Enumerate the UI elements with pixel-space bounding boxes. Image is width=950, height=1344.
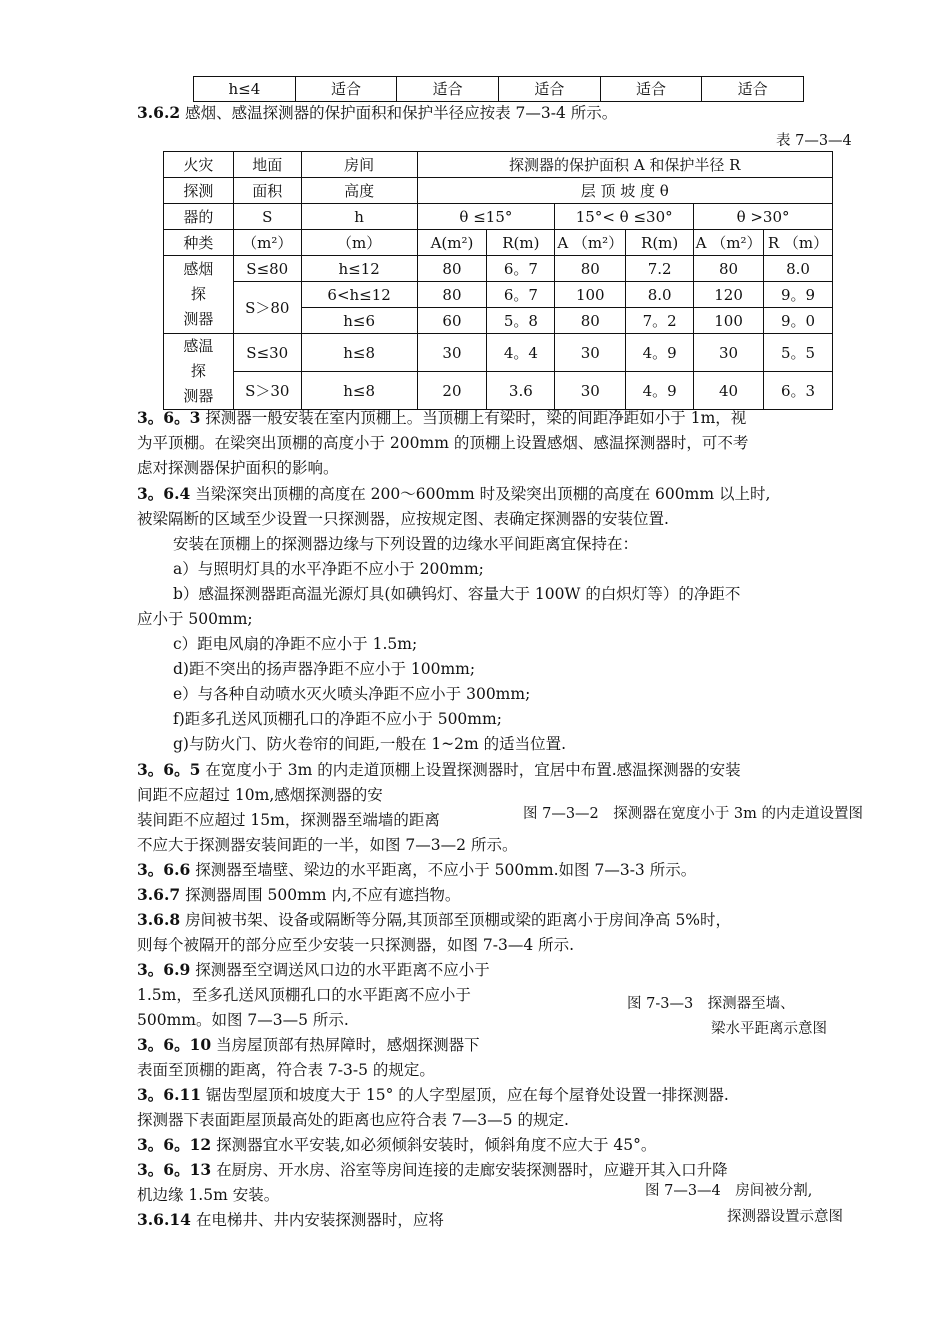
height-cell: h≤6	[301, 308, 417, 334]
section-number: 3。6。5	[137, 760, 201, 779]
table-cell: 适合	[295, 77, 397, 102]
value-cell: 6。3	[764, 372, 833, 410]
value-cell: 30	[417, 334, 487, 372]
value-cell: 5。5	[764, 334, 833, 372]
section-number: 3.6.2	[137, 103, 181, 122]
section-number: 3。6.9	[137, 960, 191, 979]
value-cell: 7。2	[626, 308, 694, 334]
paragraph-3-6-8	[137, 908, 731, 932]
value-cell: 8.0	[626, 282, 694, 308]
value-cell: 80	[694, 256, 764, 282]
type-line: 测器	[183, 387, 214, 405]
figure-caption-7-3-4: 图 7—3—4 房间被分割,	[645, 1183, 813, 1199]
area-cell: S≤30	[233, 334, 301, 372]
paragraph-3-6-14	[137, 1208, 444, 1232]
table-label: 表 7—3—4	[776, 133, 852, 149]
type-line: 感烟	[183, 260, 214, 278]
value-cell: 30	[555, 372, 626, 410]
paragraph-text: 在电梯井、井内安装探测器时，应将	[195, 1211, 444, 1229]
list-item: b）感温探测器距高温光源灯具(如碘钨灯、容量大于 100W 的白炽灯等）的净距不	[173, 585, 741, 603]
paragraph-line: 间距不应超过 10m,感烟探测器的安	[137, 786, 383, 804]
value-cell: 30	[694, 334, 764, 372]
value-cell: 4。4	[487, 334, 555, 372]
value-cell: 80	[417, 282, 487, 308]
paragraph-line: 1.5m，至多孔送风顶棚孔口的水平距离不应小于	[137, 986, 471, 1004]
value-cell: 6。7	[487, 282, 555, 308]
section-number: 3.6.14	[137, 1210, 191, 1229]
value-cell: 9。9	[764, 282, 833, 308]
header-area: 地面	[233, 152, 301, 178]
table-row	[164, 334, 833, 372]
header-area: S	[233, 204, 301, 230]
header-height: h	[301, 204, 417, 230]
table-row	[194, 77, 804, 102]
paragraph-text: 在厨房、开水房、浴室等房间连接的走廊安装探测器时，应避开其入口升降	[216, 1161, 728, 1179]
value-cell: 30	[555, 334, 626, 372]
value-cell: 80	[555, 256, 626, 282]
table-row	[164, 256, 833, 282]
paragraph-text: 探测器宜水平安装,如必须倾斜安装时，倾斜角度不应大于 45°。	[216, 1136, 657, 1154]
paragraph-line: 不应大于探测器安装间距的一半，如图 7—3—2 所示。	[137, 836, 518, 854]
section-number: 3.6.8	[137, 910, 181, 929]
area-cell: S＞80	[233, 282, 301, 334]
header-area: 面积	[233, 178, 301, 204]
list-item-continued: 应小于 500mm;	[137, 610, 253, 628]
area-cell: S＞30	[233, 372, 301, 410]
paragraph-text: 当房屋顶部有热屏障时，感烟探测器下	[216, 1036, 480, 1054]
header-unit: A （m²）	[555, 230, 626, 256]
list-item: f)距多孔送风顶棚孔口的净距不应小于 500mm;	[173, 710, 502, 728]
header-type: 探测	[164, 178, 234, 204]
value-cell: 80	[417, 256, 487, 282]
value-cell: 100	[555, 282, 626, 308]
paragraph-text: 探测器至墙壁、梁边的水平距离，不应小于 500mm.如图 7—3-3 所示。	[195, 861, 697, 879]
header-height: （m）	[301, 230, 417, 256]
header-unit: A （m²）	[694, 230, 764, 256]
header-protect: 探测器的保护面积 A 和保护半径 R	[417, 152, 832, 178]
paragraph-text: 锯齿型屋顶和坡度大于 15° 的人字型屋顶，应在每个屋脊处设置一排探测器.	[205, 1086, 729, 1104]
paragraph-line: 为平顶棚。在梁突出顶棚的高度小于 200mm 的顶棚上设置感烟、感温探测器时，可不考	[137, 434, 749, 452]
header-unit: R(m)	[487, 230, 555, 256]
paragraph-3-6-12	[137, 1133, 656, 1157]
value-cell: 4。9	[626, 334, 694, 372]
table-cell: 适合	[702, 77, 804, 102]
top-table-fragment	[193, 76, 804, 102]
table-header-row	[164, 230, 833, 256]
table-cell: h≤4	[194, 77, 296, 102]
value-cell: 20	[417, 372, 487, 410]
paragraph-line: 表面至顶棚的距离，符合表 7-3-5 的规定。	[137, 1061, 435, 1079]
paragraph-text: 在宽度小于 3m 的内走道顶棚上设置探测器时，宜居中布置.感温探测器的安装	[205, 761, 741, 779]
table-cell: 适合	[397, 77, 499, 102]
header-unit: A(m²)	[417, 230, 487, 256]
list-item: a）与照明灯具的水平净距不应小于 200mm;	[173, 560, 484, 578]
figure-caption-7-3-3: 图 7-3—3 探测器至墙、	[627, 996, 795, 1012]
value-cell: 6。7	[487, 256, 555, 282]
table-row	[164, 372, 833, 410]
table-cell: 适合	[499, 77, 601, 102]
paragraph-3-6-9	[137, 958, 490, 982]
detector-type-smoke	[164, 256, 234, 334]
paragraph-text: 探测器一般安装在室内顶棚上。当顶棚上有梁时，梁的间距净距如小于 1m，视	[205, 409, 747, 427]
header-range: θ >30°	[694, 204, 833, 230]
value-cell: 80	[555, 308, 626, 334]
figure-caption-7-3-3-line2: 梁水平距离示意图	[711, 1021, 827, 1037]
header-type: 种类	[164, 230, 234, 256]
header-unit: R （m）	[764, 230, 833, 256]
paragraph-3-6-10	[137, 1033, 480, 1057]
paragraph-line: 虑对探测器保护面积的影响。	[137, 459, 339, 477]
value-cell: 60	[417, 308, 487, 334]
height-cell: h≤8	[301, 334, 417, 372]
section-number: 3.6.7	[137, 885, 181, 904]
value-cell: 120	[694, 282, 764, 308]
paragraph-text: 房间被书架、设备或隔断等分隔,其顶部至顶棚或梁的距离小于房间净高 5%时，	[185, 911, 732, 929]
value-cell: 5。8	[487, 308, 555, 334]
type-line: 感温	[183, 337, 214, 355]
section-number: 3。6。3	[137, 408, 201, 427]
section-number: 3。6.6	[137, 860, 191, 879]
detector-type-heat	[164, 334, 234, 410]
paragraph-3-6-4	[137, 482, 770, 506]
paragraph-3-6-6	[137, 858, 696, 882]
header-range: 15°< θ ≤30°	[555, 204, 694, 230]
value-cell: 7.2	[626, 256, 694, 282]
value-cell: 3.6	[487, 372, 555, 410]
list-item: d)距不突出的扬声器净距不应小于 100mm;	[173, 660, 476, 678]
paragraph-3-6-2	[137, 101, 617, 125]
table-row	[164, 282, 833, 308]
value-cell: 4。9	[626, 372, 694, 410]
figure-caption-7-3-2: 图 7—3—2 探测器在宽度小于 3m 的内走道设置图	[523, 806, 863, 822]
value-cell: 100	[694, 308, 764, 334]
paragraph-line: 安装在顶棚上的探测器边缘与下列设置的边缘水平间距离宜保持在：	[173, 535, 639, 553]
table-cell: 适合	[600, 77, 702, 102]
protection-area-table	[163, 151, 833, 410]
type-line: 探	[190, 362, 206, 380]
type-line: 探	[190, 285, 206, 303]
header-range: θ ≤15°	[417, 204, 555, 230]
list-item: e）与各种自动喷水灭火喷头净距不应小于 300mm;	[173, 685, 531, 703]
paragraph-3-6-3	[137, 406, 746, 430]
area-cell: S≤80	[233, 256, 301, 282]
header-type: 器的	[164, 204, 234, 230]
section-number: 3。6.11	[137, 1085, 202, 1104]
header-height: 高度	[301, 178, 417, 204]
section-number: 3。6。13	[137, 1160, 212, 1179]
height-cell: h≤12	[301, 256, 417, 282]
paragraph-line: 则每个被隔开的部分应至少安装一只探测器，如图 7-3—4 所示.	[137, 936, 575, 954]
table-header-row	[164, 178, 833, 204]
type-line: 测器	[183, 310, 214, 328]
paragraph-3-6-13	[137, 1158, 728, 1182]
paragraph-line: 被梁隔断的区域至少设置一只探测器，应按规定图、表确定探测器的安装位置.	[137, 510, 669, 528]
height-cell: h≤8	[301, 372, 417, 410]
header-type: 火灾	[164, 152, 234, 178]
paragraph-line: 探测器下表面距屋顶最高处的距离也应符合表 7—3—5 的规定.	[137, 1111, 569, 1129]
paragraph-text: 探测器周围 500mm 内,不应有遮挡物。	[185, 886, 461, 904]
table-header-row	[164, 204, 833, 230]
header-unit: R(m)	[626, 230, 694, 256]
paragraph-text: 感烟、感温探测器的保护面积和保护半径应按表 7—3-4 所示。	[185, 104, 618, 122]
header-slope: 层 顶 坡 度 θ	[417, 178, 832, 204]
section-number: 3。6.4	[137, 484, 191, 503]
paragraph-line: 机边缘 1.5m 安装。	[137, 1186, 280, 1204]
header-height: 房间	[301, 152, 417, 178]
header-area: （m²）	[233, 230, 301, 256]
paragraph-line: 500mm。如图 7—3—5 所示.	[137, 1011, 349, 1029]
value-cell: 40	[694, 372, 764, 410]
value-cell: 8.0	[764, 256, 833, 282]
paragraph-3-6-7	[137, 883, 460, 907]
height-cell: 6<h≤12	[301, 282, 417, 308]
paragraph-3-6-11	[137, 1083, 729, 1107]
list-item: c）距电风扇的净距不应小于 1.5m;	[173, 635, 418, 653]
value-cell: 9。0	[764, 308, 833, 334]
list-item: g)与防火门、防火卷帘的间距,一般在 1~2m 的适当位置.	[173, 735, 567, 753]
paragraph-text: 探测器至空调送风口边的水平距离不应小于	[195, 961, 490, 979]
paragraph-text: 当梁深突出顶棚的高度在 200～600mm 时及梁突出顶棚的高度在 600mm 以上时,	[195, 485, 771, 503]
paragraph-line: 装间距不应超过 15m，探测器至端墙的距离	[137, 811, 440, 829]
figure-caption-7-3-4-line2: 探测器设置示意图	[727, 1209, 843, 1225]
section-number: 3。6。12	[137, 1135, 212, 1154]
table-header-row	[164, 152, 833, 178]
paragraph-3-6-5	[137, 758, 741, 782]
section-number: 3。6。10	[137, 1035, 212, 1054]
